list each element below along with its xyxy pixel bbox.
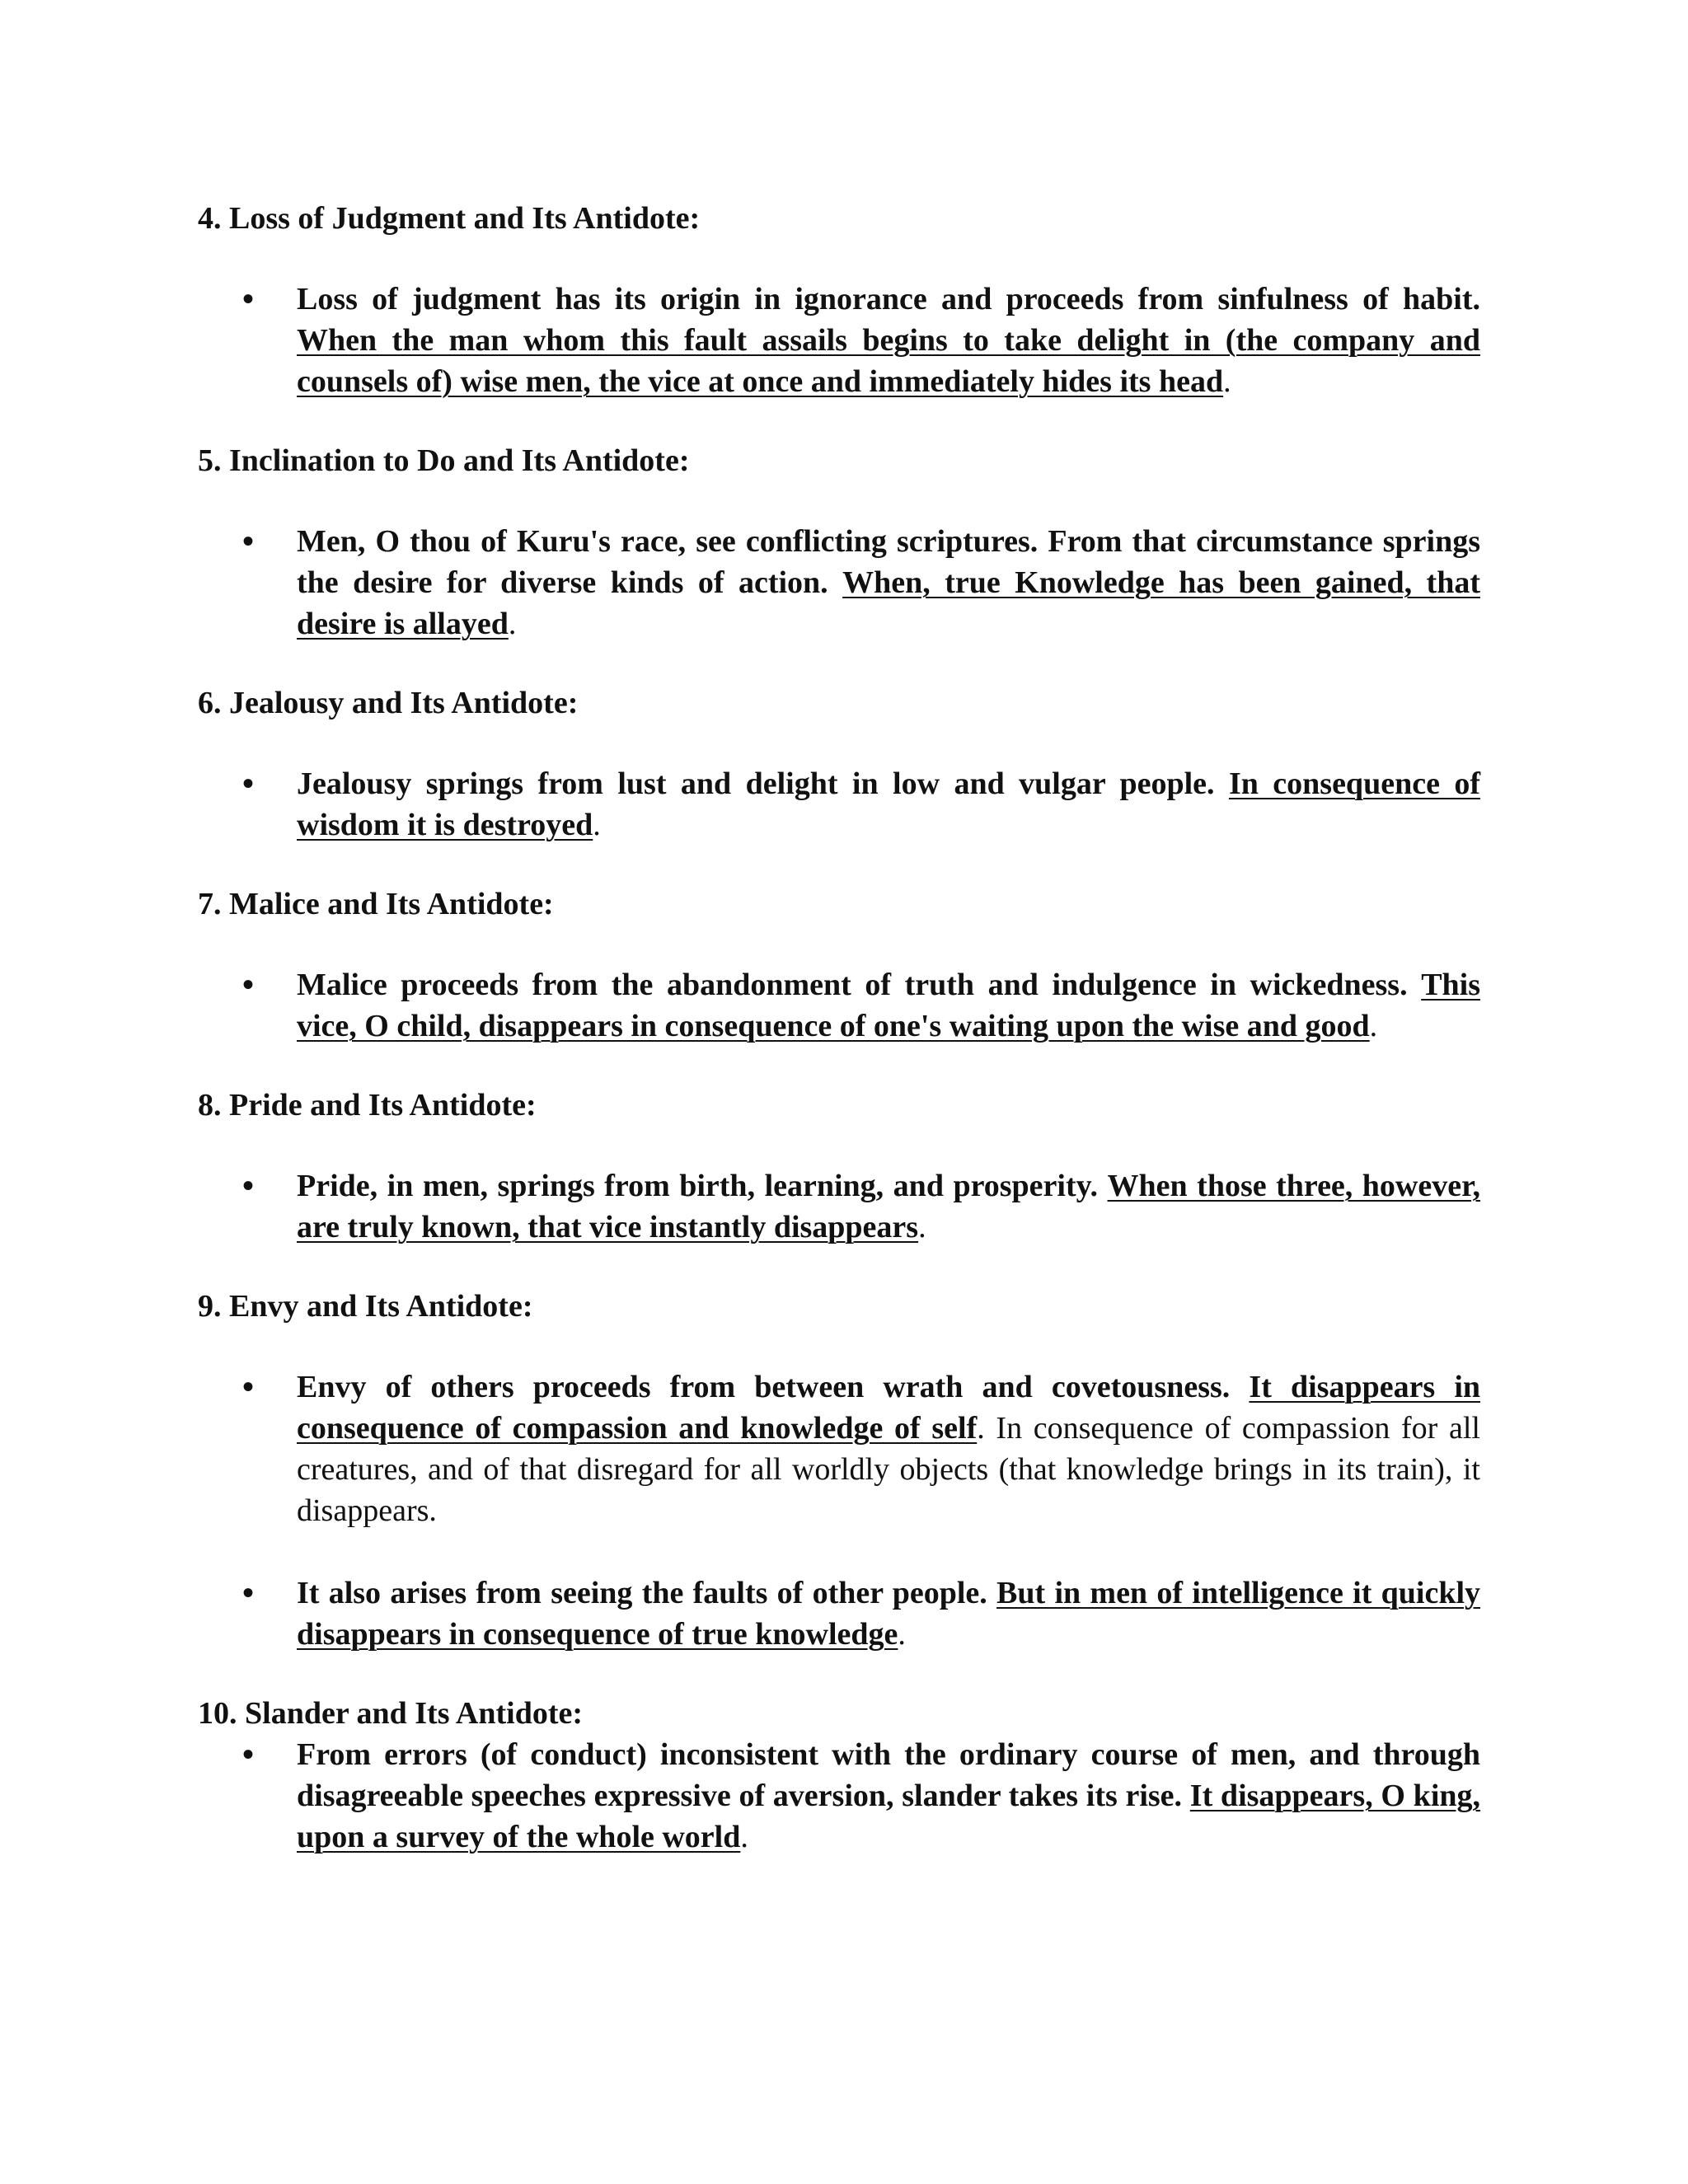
bullet-list xyxy=(198,763,1480,846)
item-underlined-text: This vice, O child, disappears in consequence of one's waiting upon the wise and good xyxy=(297,968,1481,1043)
item-underlined-text: In consequence of wisdom it is destroyed xyxy=(297,766,1481,842)
list-item xyxy=(198,279,1480,402)
bullet-icon: • xyxy=(242,280,255,317)
item-tail-text: . xyxy=(898,1617,906,1652)
list-item xyxy=(198,1572,1480,1655)
bullet-icon: • xyxy=(242,523,255,560)
item-tail-text: . xyxy=(918,1210,926,1244)
section-heading: 4. Loss of Judgment and Its Antidote: xyxy=(198,201,701,236)
item-bold-text: Malice proceeds from the abandonment of truth and indulgence in wickedness. xyxy=(297,968,1408,1002)
item-bold-text: Jealousy springs from lust and delight in low and vulgar people. xyxy=(297,766,1215,801)
item-tail-text: . xyxy=(1369,1009,1378,1043)
bullet-icon: • xyxy=(242,1736,255,1773)
item-bold-text: Loss of judgment has its origin in ignorance and proceeds from sinfulness of habit. xyxy=(297,282,1480,316)
item-underlined-text: When, true Knowledge has been gained, that desire is allayed xyxy=(297,565,1480,641)
bullet-list xyxy=(198,1734,1480,1858)
section-heading: 6. Jealousy and Its Antidote: xyxy=(198,686,579,720)
bullet-icon: • xyxy=(242,1574,255,1611)
item-tail-text: . xyxy=(740,1820,748,1854)
bullet-list xyxy=(198,1165,1480,1248)
list-item xyxy=(198,1734,1480,1858)
item-underlined-text: When the man whom this fault assails begins to take delight in (the company and counsels of) wise men, the vice at once and immediately hides its head xyxy=(297,323,1480,399)
list-item xyxy=(198,521,1480,644)
item-tail-text: . In consequence of compassion for all creatures, and of that disregard for all worldly objects (that knowledge brings in its train), it disappears. xyxy=(297,1411,1480,1528)
item-underlined-text: When those three, however, are truly known, that vice instantly disappears xyxy=(297,1169,1480,1244)
item-tail-text: . xyxy=(1223,364,1231,399)
section-heading: 8. Pride and Its Antidote: xyxy=(198,1088,537,1122)
list-item xyxy=(198,763,1480,846)
item-bold-text: Pride, in men, springs from birth, learning, and prosperity. xyxy=(297,1169,1099,1203)
bullet-list xyxy=(198,279,1480,402)
section-heading: 10. Slander and Its Antidote: xyxy=(198,1696,584,1731)
list-item xyxy=(198,1165,1480,1248)
bullet-list xyxy=(198,964,1480,1047)
item-underlined-text: But in men of intelligence it quickly disappears in consequence of true knowledge xyxy=(297,1576,1481,1652)
item-tail-text: . xyxy=(593,808,601,842)
item-bold-text: Envy of others proceeds from between wrath and covetousness. xyxy=(297,1370,1231,1404)
section-heading: 5. Inclination to Do and Its Antidote: xyxy=(198,443,690,478)
item-bold-text: It also arises from seeing the faults of other people. xyxy=(297,1576,987,1610)
bullet-list xyxy=(198,521,1480,644)
bullet-icon: • xyxy=(242,1368,255,1405)
list-item xyxy=(198,964,1480,1047)
bullet-list xyxy=(198,1366,1480,1655)
item-underlined-text: It disappears in consequence of compassion and knowledge of self xyxy=(297,1370,1481,1446)
bullet-icon: • xyxy=(242,765,255,802)
item-underlined-text: It disappears, O king, upon a survey of the whole world xyxy=(297,1779,1481,1854)
list-item xyxy=(198,1366,1480,1531)
document-page xyxy=(198,198,1480,1858)
section-heading: 9. Envy and Its Antidote: xyxy=(198,1289,533,1324)
bullet-icon: • xyxy=(242,1167,255,1204)
item-tail-text: . xyxy=(508,607,517,641)
item-bold-text: From errors (of conduct) inconsistent with the ordinary course of men, and through disagreeable speeches expressive of aversion, slander takes its rise. xyxy=(297,1737,1480,1813)
section-heading: 7. Malice and Its Antidote: xyxy=(198,887,554,921)
bullet-icon: • xyxy=(242,966,255,1003)
item-bold-text: Men, O thou of Kuru's race, see conflicting scriptures. From that circumstance springs the desire for diverse kinds of action. xyxy=(297,524,1480,600)
